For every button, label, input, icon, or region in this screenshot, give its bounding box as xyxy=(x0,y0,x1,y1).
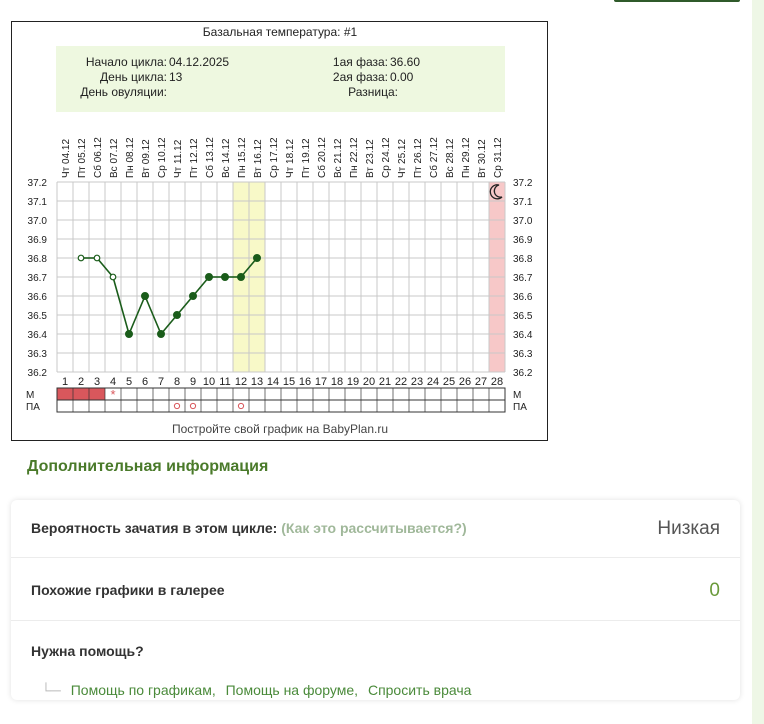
date-label: Сб 27.12 xyxy=(429,137,440,178)
date-label: Пн 08.12 xyxy=(125,137,136,178)
date-label: Вс 07.12 xyxy=(109,138,120,178)
date-label: Сб 13.12 xyxy=(205,137,216,178)
day-number-label: 22 xyxy=(394,376,408,388)
chart-footer: Постройте свой график на BabyPlan.ru xyxy=(171,422,389,436)
date-label: Чт 18.12 xyxy=(285,138,296,178)
date-label: Чт 25.12 xyxy=(397,138,408,178)
temperature-point xyxy=(174,312,181,319)
day-number-label: 16 xyxy=(298,376,312,388)
tree-branch-icon: └─ xyxy=(41,682,61,698)
pa-marker xyxy=(174,403,179,408)
y-tick-label-right: 36.8 xyxy=(513,254,533,265)
day-number-label: 21 xyxy=(378,376,392,388)
pa-marker xyxy=(238,403,243,408)
date-label: Пн 22.12 xyxy=(349,137,360,178)
day-number-label: 1 xyxy=(61,376,69,388)
day-number-label: 20 xyxy=(362,376,376,388)
y-tick-label-right: 37.0 xyxy=(513,216,533,227)
temperature-point xyxy=(142,293,149,300)
y-tick-label-left: 36.3 xyxy=(27,349,47,360)
temperature-point xyxy=(78,255,84,261)
y-tick-label-left: 36.4 xyxy=(27,330,47,341)
y-tick-label-left: 36.9 xyxy=(27,235,47,246)
help-row xyxy=(11,622,740,700)
day-number-label: 12 xyxy=(234,376,248,388)
temperature-point xyxy=(94,255,100,261)
temperature-point xyxy=(158,331,165,338)
date-label: Пн 15.12 xyxy=(237,137,248,178)
date-label: Пт 12.12 xyxy=(189,138,200,178)
date-label: Вт 30.12 xyxy=(477,139,488,178)
similar-charts-label: Похожие графики в галерее xyxy=(31,582,225,598)
date-label: Сб 06.12 xyxy=(93,137,104,178)
probability-value: Низкая xyxy=(657,518,720,539)
day-number-label: 19 xyxy=(346,376,360,388)
temperature-point xyxy=(110,274,116,280)
row-m-label: М xyxy=(26,390,35,401)
day-number-label: 7 xyxy=(157,376,165,388)
y-tick-label-left: 37.1 xyxy=(27,197,47,208)
date-label: Вт 16.12 xyxy=(253,139,264,178)
cycle-start-label: Начало цикла: xyxy=(85,55,167,69)
day-number-label: 9 xyxy=(189,376,197,388)
day-number-label: 11 xyxy=(219,376,231,388)
day-number-label: 17 xyxy=(314,376,328,388)
star-marker: * xyxy=(110,387,116,402)
cycle-start-value: 04.12.2025 xyxy=(169,55,230,69)
y-tick-label-left: 36.5 xyxy=(27,311,47,322)
chart-title: Базальная температура: #1 xyxy=(202,25,358,39)
difference-label: Разница: xyxy=(348,85,398,99)
temperature-point xyxy=(222,274,229,281)
help-forum-link[interactable]: Помощь на форуме, xyxy=(225,682,359,698)
y-tick-label-left: 36.7 xyxy=(27,273,47,284)
top-button[interactable] xyxy=(614,0,740,2)
help-charts-link[interactable]: Помощь по графикам, xyxy=(70,682,216,698)
y-tick-label-left: 36.8 xyxy=(27,254,47,265)
date-label: Ср 24.12 xyxy=(381,137,392,178)
row-pa-label-right: ПА xyxy=(513,402,527,413)
phase2-value: 0.00 xyxy=(390,70,414,84)
day-number-label: 3 xyxy=(93,376,101,388)
ask-doctor-link[interactable]: Спросить врача xyxy=(367,682,472,698)
y-tick-label-right: 36.4 xyxy=(513,330,533,341)
y-tick-label-left: 36.6 xyxy=(27,292,47,303)
date-label: Вс 14.12 xyxy=(221,138,232,178)
menses-cell xyxy=(73,388,89,400)
date-label: Ср 31.12 xyxy=(493,137,504,178)
date-label: Вс 21.12 xyxy=(333,138,344,178)
temperature-point xyxy=(190,293,197,300)
day-number-label: 13 xyxy=(250,376,264,388)
help-links xyxy=(41,682,477,698)
y-tick-label-right: 36.5 xyxy=(513,311,533,322)
day-number-label: 8 xyxy=(173,376,181,388)
temperature-point xyxy=(254,255,261,262)
day-number-label: 5 xyxy=(125,376,133,388)
date-label: Вт 09.12 xyxy=(141,139,152,178)
day-number-label: 24 xyxy=(426,376,440,388)
ovulation-day-label: День овуляции: xyxy=(80,85,167,99)
menses-cell xyxy=(89,388,105,400)
date-label: Пт 26.12 xyxy=(413,138,424,178)
additional-info-heading: Дополнительная информация xyxy=(27,458,269,475)
day-number-label: 18 xyxy=(330,376,344,388)
temperature-point xyxy=(238,274,245,281)
temperature-point xyxy=(126,331,133,338)
bbt-chart xyxy=(11,21,548,441)
date-label: Вс 28.12 xyxy=(445,138,456,178)
y-tick-label-right: 36.2 xyxy=(513,368,533,379)
date-label: Чт 04.12 xyxy=(61,138,72,178)
menses-cell xyxy=(57,388,73,400)
day-number-label: 26 xyxy=(458,376,472,388)
similar-charts-count[interactable]: 0 xyxy=(709,580,720,601)
day-number-label: 6 xyxy=(141,376,149,388)
additional-info-card xyxy=(11,500,740,700)
date-label: Ср 17.12 xyxy=(269,137,280,178)
day-number-label: 4 xyxy=(109,376,117,388)
day-number-label: 10 xyxy=(202,376,216,388)
right-sidebar-strip xyxy=(752,0,764,724)
date-label: Вт 23.12 xyxy=(365,139,376,178)
cycle-day-value: 13 xyxy=(169,70,183,84)
pa-marker xyxy=(190,403,195,408)
help-label: Нужна помощь? xyxy=(31,643,144,659)
y-tick-label-right: 37.2 xyxy=(513,178,533,189)
temperature-point xyxy=(206,274,213,281)
row-pa-label: ПА xyxy=(26,402,40,413)
day-number-label: 14 xyxy=(266,376,280,388)
date-label: Сб 20.12 xyxy=(317,137,328,178)
similar-charts-row[interactable] xyxy=(11,559,740,621)
cycle-day-label: День цикла: xyxy=(100,70,167,84)
probability-label xyxy=(31,520,467,536)
phase1-label: 1ая фаза: xyxy=(332,55,388,69)
day-number-label: 2 xyxy=(77,376,85,388)
day-number-label: 23 xyxy=(410,376,424,388)
day-number-label: 27 xyxy=(474,376,488,388)
y-tick-label-right: 36.7 xyxy=(513,273,533,284)
date-label: Ср 10.12 xyxy=(157,137,168,178)
date-label: Чт 11.12 xyxy=(173,139,184,178)
day-number-label: 15 xyxy=(282,376,296,388)
bbt-chart-svg xyxy=(12,22,549,442)
probability-label-text: Вероятность зачатия в этом цикле: xyxy=(31,520,278,536)
row-m-label-right: М xyxy=(513,390,522,401)
probability-row xyxy=(11,500,740,558)
date-label: Пт 19.12 xyxy=(301,138,312,178)
y-tick-label-right: 36.3 xyxy=(513,349,533,360)
y-tick-label-right: 36.9 xyxy=(513,235,533,246)
date-label: Пн 29.12 xyxy=(461,137,472,178)
phase2-label: 2ая фаза: xyxy=(332,70,388,84)
phase1-value: 36.60 xyxy=(390,55,421,69)
y-tick-label-right: 36.6 xyxy=(513,292,533,303)
day-number-label: 25 xyxy=(442,376,456,388)
day-number-label: 28 xyxy=(490,376,504,388)
how-calculated-link[interactable]: (Как это рассчитывается?) xyxy=(281,520,467,536)
y-tick-label-left: 37.0 xyxy=(27,216,47,227)
y-tick-label-right: 37.1 xyxy=(513,197,533,208)
y-tick-label-left: 36.2 xyxy=(27,368,47,379)
y-tick-label-left: 37.2 xyxy=(27,178,47,189)
date-label: Пт 05.12 xyxy=(77,138,88,178)
